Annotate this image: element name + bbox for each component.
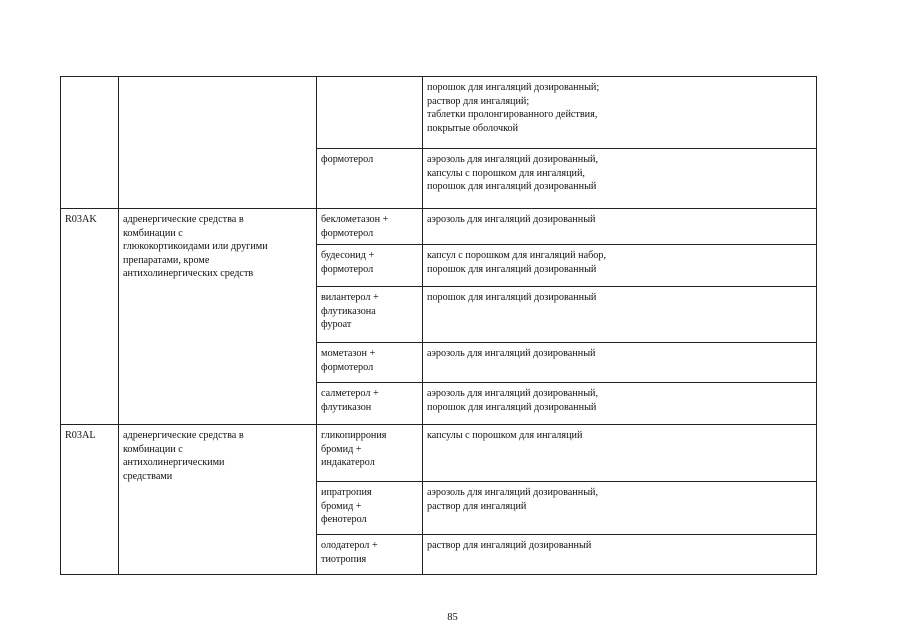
group-line: глюкокортикоидами или другими bbox=[123, 241, 268, 252]
drug-table bbox=[60, 76, 817, 575]
drug-name-line: тиотропия bbox=[321, 553, 367, 565]
drug-name-line: бромид + bbox=[321, 443, 362, 455]
dosage-form-line: порошок для ингаляций дозированный bbox=[427, 292, 597, 303]
group-line: комбинации с bbox=[123, 227, 183, 239]
dosage-form-line: раствор для ингаляций bbox=[427, 500, 527, 512]
drug-name-cell bbox=[317, 209, 423, 245]
dosage-form-line: порошок для ингаляций дозированный; bbox=[427, 82, 600, 93]
drug-name-line: беклометазон + bbox=[321, 214, 389, 225]
dosage-form-line: аэрозоль для ингаляций дозированный, bbox=[427, 487, 599, 498]
drug-name-line: формотерол bbox=[321, 154, 374, 165]
atc-code: R03AL bbox=[65, 430, 96, 441]
dosage-form-cell bbox=[423, 77, 817, 149]
dosage-form-cell bbox=[423, 383, 817, 425]
table-row bbox=[61, 209, 817, 245]
dosage-form-cell bbox=[423, 535, 817, 575]
dosage-form-line: капсулы с порошком для ингаляций bbox=[427, 430, 583, 441]
page-number: 85 bbox=[447, 612, 458, 623]
dosage-form-line: аэрозоль для ингаляций дозированный, bbox=[427, 154, 599, 165]
drug-name-cell bbox=[317, 149, 423, 209]
group-line: комбинации с bbox=[123, 443, 183, 455]
pharmacological-group-cell bbox=[119, 425, 317, 575]
dosage-form-line: покрытые оболочкой bbox=[427, 122, 519, 134]
dosage-form-line: раствор для ингаляций; bbox=[427, 95, 530, 107]
drug-name-line: формотерол bbox=[321, 227, 374, 239]
dosage-form-line: аэрозоль для ингаляций дозированный bbox=[427, 348, 596, 359]
dosage-form-line: порошок для ингаляций дозированный bbox=[427, 401, 597, 413]
atc-code: R03AK bbox=[65, 214, 97, 225]
dosage-form-cell bbox=[423, 425, 817, 482]
drug-name-line: будесонид + bbox=[321, 250, 375, 261]
drug-name-line: вилантерол + bbox=[321, 292, 379, 303]
atc-code-cell bbox=[61, 77, 119, 209]
group-line: средствами bbox=[123, 470, 173, 482]
dosage-form-line: капсулы с порошком для ингаляций, bbox=[427, 167, 585, 179]
pharmacological-group-cell bbox=[119, 77, 317, 209]
group-line: антихолинергических средств bbox=[123, 268, 254, 279]
drug-name-cell bbox=[317, 245, 423, 287]
dosage-form-cell bbox=[423, 149, 817, 209]
dosage-form-cell bbox=[423, 209, 817, 245]
atc-code-cell bbox=[61, 425, 119, 575]
group-line: антихолинергическими bbox=[123, 457, 225, 468]
drug-name-cell bbox=[317, 425, 423, 482]
dosage-form-cell bbox=[423, 343, 817, 383]
drug-name-line: индакатерол bbox=[321, 457, 375, 468]
drug-name-cell bbox=[317, 287, 423, 343]
dosage-form-cell bbox=[423, 482, 817, 535]
drug-name-cell bbox=[317, 77, 423, 149]
drug-name-line: флутиказон bbox=[321, 401, 372, 413]
drug-name-line: мометазон + bbox=[321, 348, 376, 359]
group-line: адренергические средства в bbox=[123, 430, 244, 441]
group-line: препаратами, кроме bbox=[123, 254, 210, 266]
atc-code-cell bbox=[61, 209, 119, 425]
dosage-form-line: порошок для ингаляций дозированный bbox=[427, 181, 597, 192]
drug-name-line: ипратропия bbox=[321, 487, 372, 498]
dosage-form-line: капсул с порошком для ингаляций набор, bbox=[427, 250, 607, 261]
dosage-form-line: аэрозоль для ингаляций дозированный bbox=[427, 214, 596, 225]
drug-name-line: олодатерол + bbox=[321, 540, 378, 551]
dosage-form-line: порошок для ингаляций дозированный bbox=[427, 263, 597, 275]
dosage-form-line: аэрозоль для ингаляций дозированный, bbox=[427, 388, 599, 399]
drug-name-line: фуроат bbox=[321, 319, 352, 330]
pharmacological-group-cell bbox=[119, 209, 317, 425]
drug-name-line: салметерол + bbox=[321, 388, 379, 399]
table-row bbox=[61, 77, 817, 149]
drug-name-cell bbox=[317, 383, 423, 425]
drug-name-cell bbox=[317, 343, 423, 383]
dosage-form-cell bbox=[423, 245, 817, 287]
drug-name-cell bbox=[317, 535, 423, 575]
drug-name-line: формотерол bbox=[321, 263, 374, 275]
table-row bbox=[61, 425, 817, 482]
drug-name-cell bbox=[317, 482, 423, 535]
dosage-form-line: раствор для ингаляций дозированный bbox=[427, 540, 592, 551]
dosage-form-cell bbox=[423, 287, 817, 343]
drug-name-line: бромид + bbox=[321, 500, 362, 512]
drug-name-line: гликопиррония bbox=[321, 430, 387, 441]
group-line: адренергические средства в bbox=[123, 214, 244, 225]
dosage-form-line: таблетки пролонгированного действия, bbox=[427, 109, 598, 120]
drug-name-line: фенотерол bbox=[321, 514, 367, 525]
drug-name-line: формотерол bbox=[321, 361, 374, 373]
drug-name-line: флутиказона bbox=[321, 305, 376, 317]
